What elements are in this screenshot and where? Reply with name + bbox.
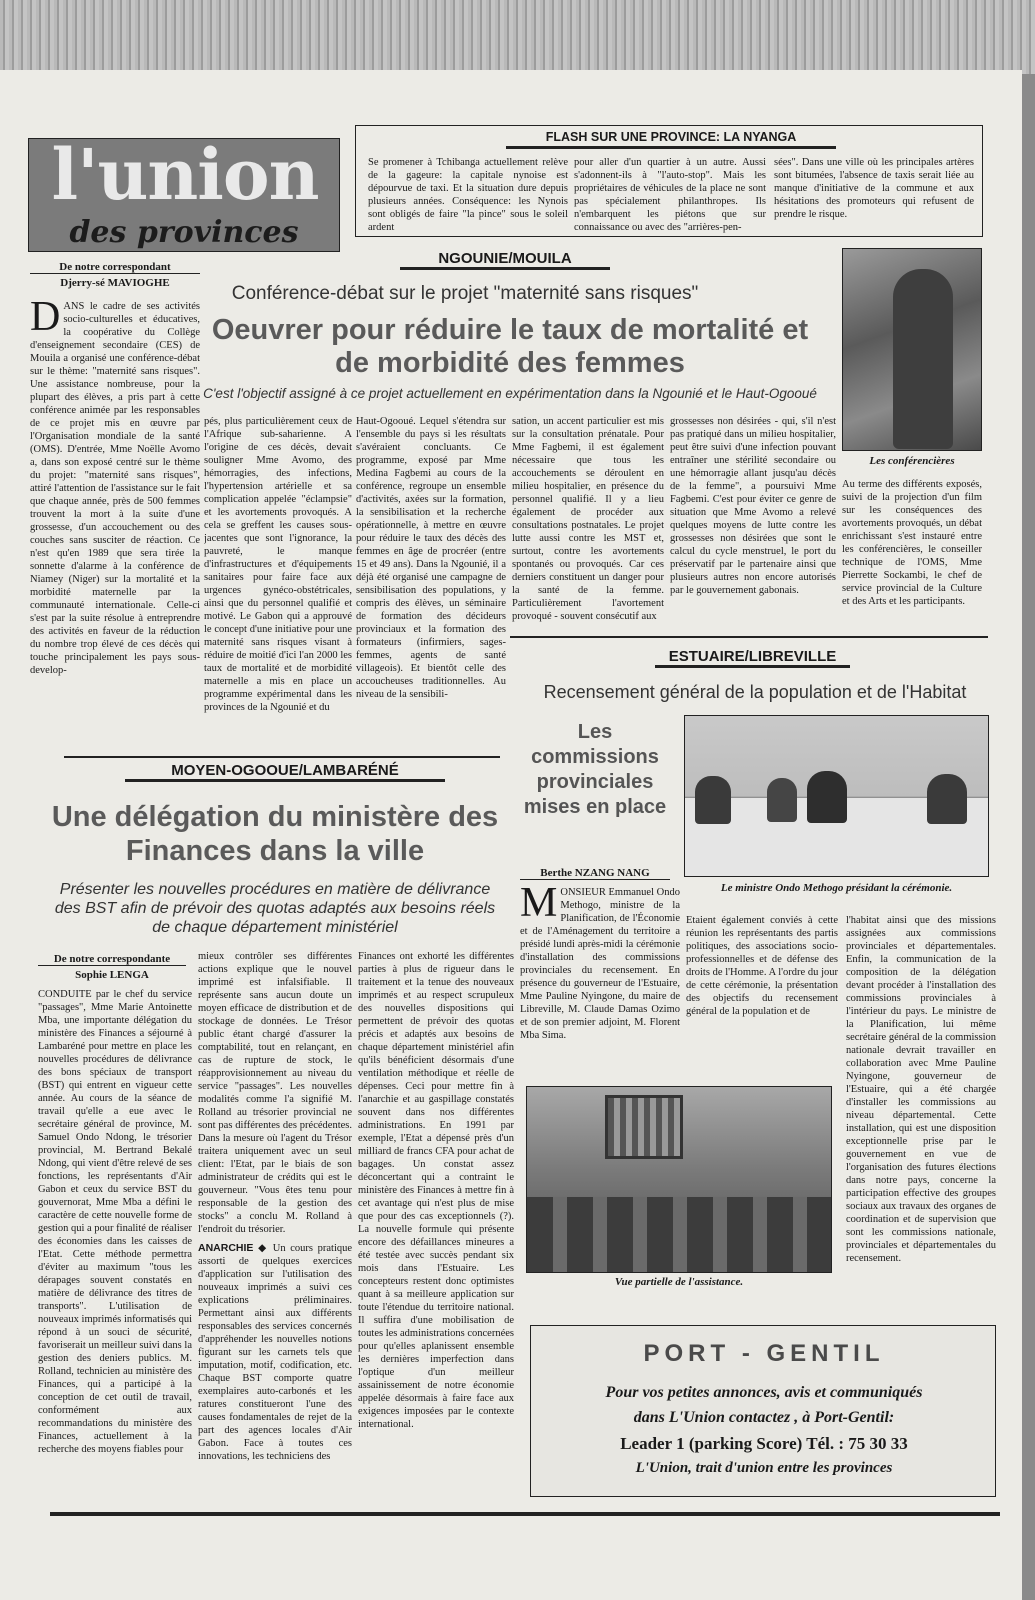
flash-kicker: FLASH SUR UNE PROVINCE: LA NYANGA	[506, 130, 836, 149]
flash-col-1: Se promener à Tchibanga actuellement relève de la gageure: la capitale nynoise est dépourvue de taxi. Et la situation dure depuis plusieurs années. Conséquence: les Nynois sont obligés de faire "la pince" sous le soleil ardent	[368, 157, 568, 233]
audience-wall-window	[605, 1095, 683, 1159]
speaker-figure	[893, 269, 953, 449]
ad-line-3: Leader 1 (parking Score) Tél. : 75 30 33	[620, 1434, 908, 1453]
estuaire-surtitle: Recensement général de la population et de l'Habitat	[543, 682, 967, 702]
conference-photo	[842, 248, 982, 451]
conference-photo-caption: Les conférencières	[869, 455, 955, 467]
flash-col-3: sées". Dans une ville où les principales artères sont bitumées, l'absence de taxis serait liée au manque d'initiative de la commune et aux hésitations des promoteurs qui refusent de prendre le risque.	[774, 157, 974, 220]
ngounie-title: Oeuvrer pour réduire le taux de mortalité et de morbidité des femmes	[211, 314, 809, 379]
anarchie-diamond-icon: ◆	[258, 1243, 269, 1254]
moyen-title: Une délégation du ministère des Finances dans la ville	[51, 801, 499, 867]
estuaire-byline: Berthe NZANG NANG	[520, 867, 670, 880]
masthead-subtitle: des provinces	[69, 215, 299, 250]
ngounie-byline-name: Djerry-sé MAVIOGHE	[60, 277, 170, 289]
estuaire-col-2: Etaient également conviés à cette réunion les représentants des partis politiques, des associations socio-professionnelles et de défense des droits de l'Homme. A l'ordre du jour de cette cérémonie, la présentation des objectifs du recensement général de la population et de	[686, 915, 838, 1017]
ngounie-byline-label: De notre correspondant	[30, 261, 200, 274]
ad-line-2: dans L'Union contactez , à Port-Gentil:	[633, 1409, 895, 1426]
estuaire-col-1	[520, 886, 680, 1082]
person-figure-3	[807, 771, 847, 823]
audience-photo	[526, 1086, 832, 1273]
moyen-byline-label: De notre correspondante	[38, 953, 186, 966]
audience-photo-caption: Vue partielle de l'assistance.	[614, 1276, 744, 1288]
person-figure-1	[695, 776, 731, 824]
moyen-col-1: CONDUITE par le chef du service "passages", Mme Marie Antoinette Mba, une importante délégation du ministère des Finances a séjourné à Lambaréné pour mettre en place les nouvelles procédures de délivrance des bons spéciaux de transport (BST) qui entrent en vigueur cette année. Au cours de la séance de travail qu'elle a eue avec le secrétaire général de province, M. Samuel Ondo Ndong, le trésorier provincial, M. Bertrand Bekalé Ndong, qui vient d'être relevé de ses fonctions, les représentants d'Air Gabon et ceux du service BST du gouvernorat, Mme Mba a défini le caractère de cette nouvelle forme de gestion qui a pour finalité de réaliser des économies dans les caisses de l'Etat. Cette méthode permettra d'éviter au maximum "tous les dérapages souvent constatés en matière de délivrance des titres de transports". L'utilisation de nouveaux imprimés informatisés qui répond à un souci de sécurité, favoriserait un meilleur suivi dans la gestion des deniers publics. M. Rolland, technicien au ministère des Finances, qui a participé à la conception de cet outil de travail, conformément aux recommandations du ministère des Finances, actuellement à la recherche des moyens fiables pour	[38, 989, 192, 1455]
ngounie-col-4: sation, un accent particulier est mis sur la consultation prénatale. Pour Mme Fagbemi, il est également nécessaire que tous les accouchements se déroulent en milieu hospitalier, en présence du personnel qualifié. Il y a lieu également de procéder aux consultations postnatales. Le projet lutte aussi contre les MST et, surtout, contre les avortements spontanés ou provoqués. Car ces derniers constituent un danger pour la santé de la femme. Particulièrement l'avortement provoqué - souvent consécutif aux	[512, 416, 664, 622]
flash-box	[355, 125, 983, 237]
moyen-byline-name: Sophie LENGA	[75, 969, 149, 981]
ngounie-deck: C'est l'objectif assigné à ce projet actuellement en expérimentation dans la Ngounié et le Haut-Ogooué	[203, 386, 817, 401]
minister-photo-caption: Le ministre Ondo Methogo présidant la cérémonie.	[720, 882, 953, 894]
moyen-deck: Présenter les nouvelles procédures en matière de délivrance des BST afin de prévoir des quotas adaptés aux besoins réels de chaque département ministériel	[54, 881, 496, 936]
ngounie-col-1-text: ANS le cadre de ses activités socio-culturelles et éducatives, la coopérative du Collège d'enseignement secondaire (CES) de Mouila a organisé une conférence-débat sur le thème: "maternité sans risques". Une assistance nombreuse, pour la plupart des élèves, a pris part à cette conférence animée par les responsables de ce projet mis en œuvre par l'Organisation mondiale de la santé (OMS). D'entrée, Mme Noëlle Avomo a, dans son exposé centré sur le thème du projet: "maternité sans risques", attiré l'attention de l'assistance sur le fait que chaque année, près de 500 femmes trouvent la mort à la suite d'une grossesse, d'un accouchement ou des couches sans susciter de réaction. Ce n'est qu'en 1989 que sera tirée la sonnette d'alarme à la conférence de Niamey (Niger) sur la mortalité et la morbidité maternelle par la communauté internationale. Celle-ci s'est par la suite résolue à entreprendre des activités en faveur de la réduction du nombre trop élevé de ces décès qui touche principalement les pays sous-develop-	[30, 301, 200, 676]
moyen-top-rule	[64, 756, 500, 758]
moyen-col-3: Finances ont exhorté les différentes parties à plus de rigueur dans le traitement et la tenue des nouveaux imprimés et au respect scrupuleux des nouvelles dispositions qui permettent de prévoir des quotas précis et adaptés aux besoins de chaque département ministériel afin qu'ils bénéficient désormais d'une ventilation méthodique et réelle de dépenses. Ceci pour mettre fin à l'anarchie et au gaspillage constatés souvent dans nos différentes administrations. En 1991 par exemple, l'Etat a dépensé près d'un milliard de francs CFA pour achat de bagages. Un constat assez déconcertant qui a contraint le ministère des Finances à mettre fin à cet avantage qui n'est plus de mise que pour des cas exceptionnels (?). La nouvelle formule qui présente encore des défaillances mineures a été testée avec succès pendant six mois dans l'Estuaire. Les concepteurs restent donc optimistes quant à sa meilleure application sur toute l'étendue du territoire national. Il suffira d'une mobilisation de toutes les administrations concernées pour qu'elles aplanissent ensemble les dernières imperfection dans l'optique d'un meilleur assainissement de notre économie appelée désormais à faire face aux exigences imposées par le contexte international.	[358, 951, 514, 1430]
audience-chairs	[527, 1197, 832, 1273]
masthead-title: l'union	[51, 133, 319, 216]
ngounie-col-6: Au terme des différents exposés, suivi de la projection d'un film sur les conséquences des avortements provoqués, un débat enrichissant s'est instauré entre les conférencières, le conseiller technique de l'OMS, Mme Pierrette Sockambi, le chef de service provincial de la Culture et des Arts et les participants.	[842, 479, 982, 607]
anarchie-label: ANARCHIE	[198, 1242, 254, 1254]
moyen-kicker: MOYEN-OGOOUE/LAMBARÉNÉ	[125, 762, 445, 782]
masthead	[28, 133, 340, 252]
estuaire-col-1-text: ONSIEUR Emmanuel Ondo Methogo, ministre de la Planification, de l'Économie et de l'Aménagement du territoire a présidé lundi après-midi la cérémonie d'installation des commissions provinciales du recensement. En présence du gouverneur de l'Estuaire, Mme Pauline Nyingone, du maire de Libreville, M. Claude Damas Ozimo et de son premier adjoint, M. Florent Mba Sima.	[520, 887, 680, 1041]
estuaire-dropcap: M	[520, 886, 558, 926]
ad-title: PORT - GENTIL	[643, 1340, 885, 1367]
ngounie-col-2: pés, plus particulièrement ceux de l'Afrique sub-saharienne. A l'origine de ces décès, devait souligner Mme Avomo, des hémorragies, des infections, l'hypertension artérielle et sa complication appelée "éclampsie" et les avortements provoqués. A cela se greffent les causes sous-jacentes que sont l'ignorance, la pauvreté, le manque d'infrastructures et d'équipements sanitaires pour faire face aux urgences gynéco-obstétricales, ainsi que du personnel qualifié et motivé. Le Gabon qui a approuvé le concept d'une initiative pour une maternité sans risques visant à réduire de moitié d'ici l'an 2000 les taux de mortalité et de morbidité maternelle a mis en place un programme expérimental dans les provinces de la Ngounié et du	[204, 416, 352, 713]
minister-photo	[684, 715, 989, 877]
estuaire-col-3: l'habitat ainsi que des missions assignées aux commissions provinciales et départementales. Enfin, la communication de la composition de la délégation devant procéder à l'installation des commissions provinciales à l'intérieur du pays. Le ministre de la Planification, lui même secrétaire général de la commission nationale devrait travailler en collaboration avec Mme Pauline Nyingone, gouverneur de l'Estuaire, qui a été chargée d'installer les commissions au niveau départemental. Cette installation, qui est une disposition exceptionnelle prise par le gouvernement en vue de l'organisation des futures élections dans notre pays, concerne la participation effective des groupes sociaux aux travaux des organes de coordination et de supervision que sont les commissions nationale, provinciales et départementales du recensement.	[846, 915, 996, 1264]
ngounie-bottom-rule	[510, 636, 988, 638]
ad-line-4: L'Union, trait d'union entre les provinces	[635, 1460, 893, 1476]
ngounie-kicker: NGOUNIE/MOUILA	[400, 250, 610, 270]
ngounie-col-3: Haut-Ogooué. Lequel s'étendra sur l'ensemble du pays si les résultats s'avéraient concluants. Ce programme, exposé par Mme Medina Fagbemi au cours de la conférence, regroupe un ensemble d'activités, axées sur la formation, la sensibilisation et la recherche opérationnelle, à mettre en œuvre pour réduire le taux des décès des femmes en âge de procréer (entre 15 et 49 ans). Dans la Ngounié, il a déjà été organisé une campagne de sensibilisation des populations, y compris des élèves, un séminaire de formation des décideurs provinciaux et la formation des formateurs (infirmiers, sages-femmes, agents de santé villageois). Et bientôt celle des accoucheuses traditionnelles. Au niveau de la sensibili-	[356, 416, 506, 700]
ngounie-surtitle: Conférence-débat sur le projet "maternité sans risques"	[231, 283, 699, 304]
estuaire-kicker: ESTUAIRE/LIBREVILLE	[655, 648, 850, 668]
scan-noise-band	[0, 0, 1035, 74]
ngounie-dropcap: D	[30, 300, 61, 340]
ngounie-col-1	[30, 300, 200, 736]
ad-line-1: Pour vos petites annonces, avis et communiqués	[605, 1384, 923, 1401]
moyen-col-2	[198, 950, 352, 1484]
ngounie-col-5: grossesses non désirées - qui, s'il n'est pas pratiqué dans un milieu hospitalier, peut être suivi d'une infection pouvant entraîner une stérilité secondaire ou une hémorragie allant jusqu'au décès de la femme", a poursuivi Mme Fagbemi. C'est pour éviter ce genre de situation que Mme Avomo a relevé quelques moyens de lutte contre les grossesses non désirées que sont le calcul du cycle menstruel, le port du préservatif par le partenaire ainsi que plusieurs autres non encore autorisés par le gouvernement gabonais.	[670, 416, 836, 596]
newspaper-page	[0, 70, 1022, 1600]
person-figure-2	[767, 778, 797, 822]
moyen-col-2a-text: mieux contrôler ses différentes actions explique que le nouvel imprimé est infalsifiable. Il représente sans aucun doute un moyen efficace de distribution et de stockage de données. Le Trésor public étant chargé d'assurer la comptabilité, tout en relançant, en cas de rupture de stock, le réapprovisionnement au niveau du service "passages". Les nouvelles modalités comme l'a signifié M. Rolland au trésorier provincial ne sont pas différentes des précédentes. Dans la mesure où l'agent du Trésor traitera uniquement avec un seul client: l'Etat, par le biais de son administrateur de crédits qui est le gouverneur. "Vous êtes tenu pour responsable de la gestion des stocks" a conclu M. Rolland à l'endroit du trésorier.	[198, 951, 352, 1235]
moyen-col-2b-text: Un cours pratique assorti de quelques exercices d'application sur l'utilisation des nouveaux imprimés a suivi ces explications préliminaires. Permettant ainsi aux différents responsables des services concernés d'appréhender les nouvelles notions figurant sur les carnets tels que imputation, motif, codification, etc. Chaque BST comporte quatre exemplaires auto-carbonés et les ratures constitueront l'une des causes fondamentales de rejet de la part des agences locales d'Air Gabon. Face à toutes ces innovations, les techniciens des	[198, 1243, 352, 1462]
page-bottom-rule	[50, 1512, 1000, 1516]
estuaire-title: Les commissions provinciales mises en place	[523, 721, 667, 818]
port-gentil-ad	[530, 1325, 996, 1497]
person-figure-4	[927, 774, 967, 824]
flash-col-2: pour aller d'un quartier à un autre. Aussi s'adonnent-ils à "l'auto-stop". Mais les propriétaires de véhicules de la place ne sont pas spécialement philanthropes. Ils n'embarquent les piétons que sur connaissance ou avec des "arrières-pen-	[574, 157, 766, 233]
